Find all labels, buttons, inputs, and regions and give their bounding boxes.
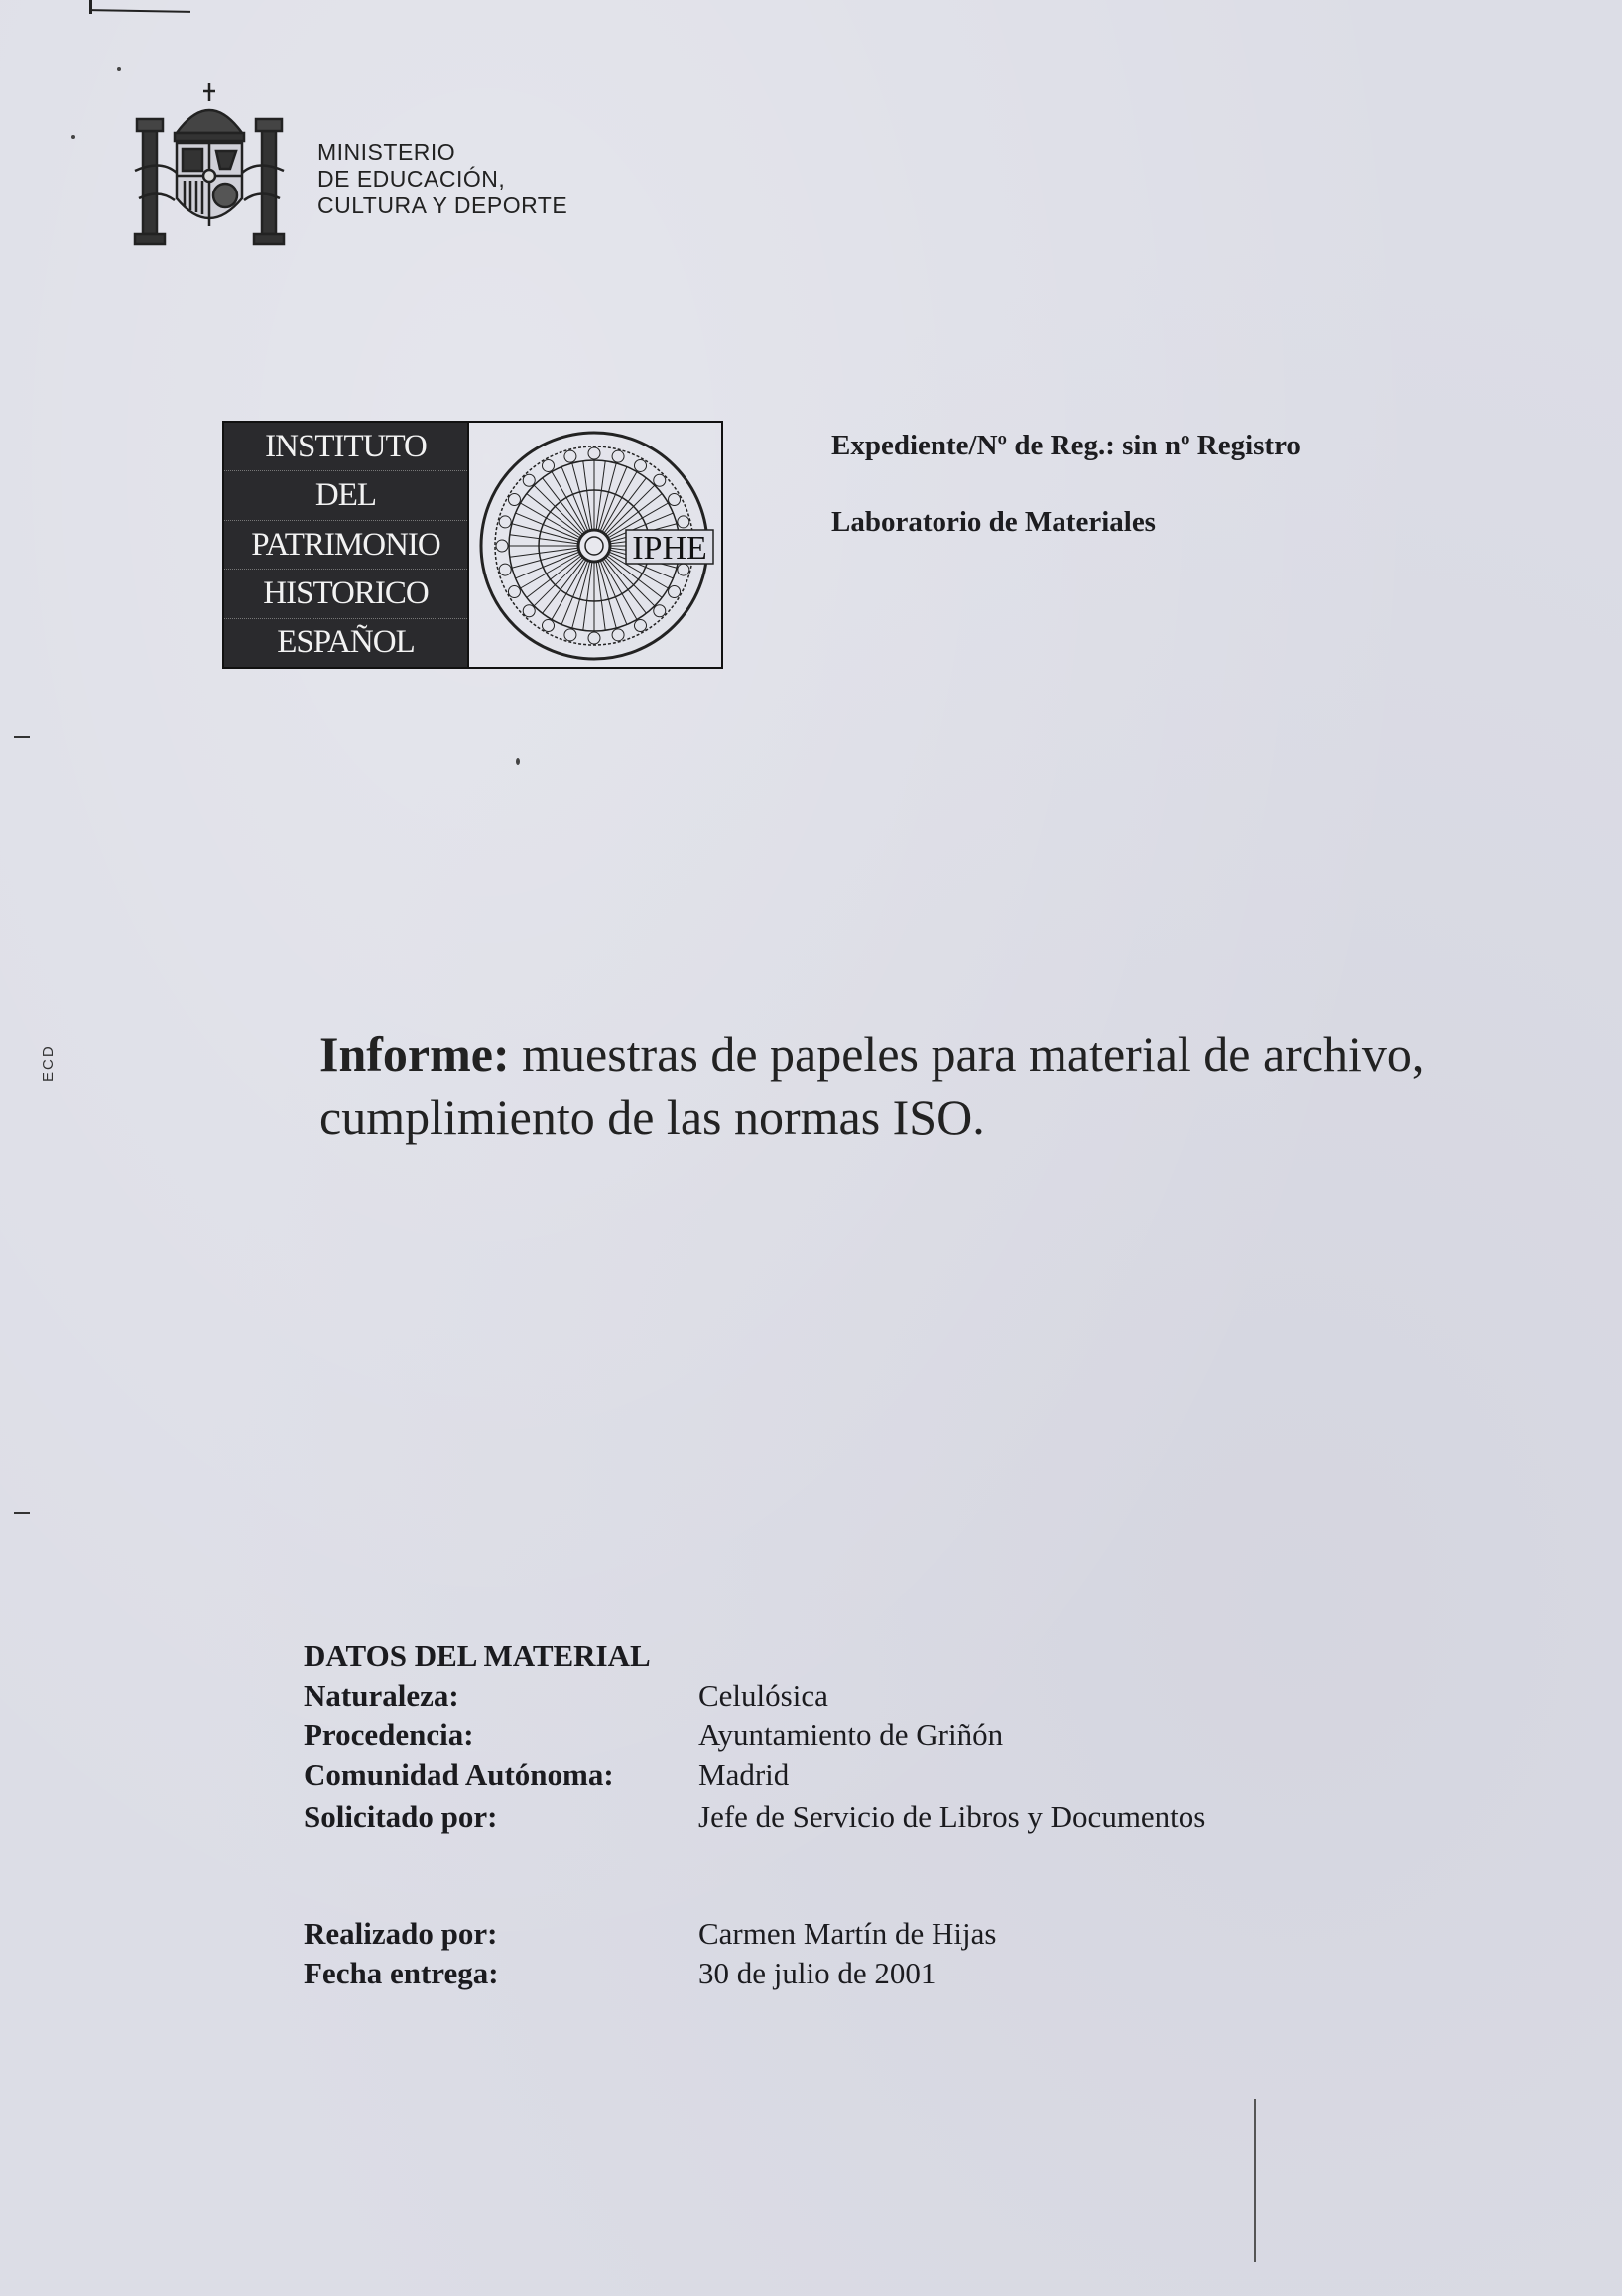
institute-line: HISTORICO xyxy=(224,570,467,618)
logo-text: IPHE xyxy=(632,530,707,567)
speck xyxy=(516,758,520,765)
field-value: Carmen Martín de Hijas xyxy=(698,1916,997,1951)
field-label: Naturaleza: xyxy=(304,1678,459,1713)
institute-line: PATRIMONIO xyxy=(224,521,467,570)
field-label: Fecha entrega: xyxy=(304,1956,499,1990)
scan-mark xyxy=(89,0,92,14)
institute-line: ESPAÑOL xyxy=(277,624,415,661)
laboratorio: Laboratorio de Materiales xyxy=(831,506,1156,538)
scan-mark xyxy=(91,9,190,13)
field-value: 30 de julio de 2001 xyxy=(698,1956,936,1990)
field-label: Realizado por: xyxy=(304,1916,498,1951)
ministry-line: MINISTERIO xyxy=(317,139,456,165)
ministry-line: CULTURA Y DEPORTE xyxy=(317,192,568,218)
institute-line: DEL xyxy=(224,471,467,520)
margin-tick xyxy=(14,736,30,738)
speck xyxy=(71,135,75,139)
field-value: Ayuntamiento de Griñón xyxy=(698,1718,1004,1752)
field-value: Celulósica xyxy=(698,1678,828,1713)
margin-tick xyxy=(14,1512,30,1514)
side-code: ECD xyxy=(40,1044,57,1082)
material-heading xyxy=(304,1637,651,1675)
coat-of-arms-icon xyxy=(131,81,288,250)
expediente: Expediente/Nº de Reg.: sin nº Registro xyxy=(831,430,1301,461)
institute-line: INSTITUTO xyxy=(224,423,467,471)
margin-line xyxy=(1254,2099,1256,2262)
ministry-name xyxy=(317,139,567,219)
field-label: Comunidad Autónoma: xyxy=(304,1757,614,1792)
field-label: Procedencia: xyxy=(304,1718,474,1752)
speck xyxy=(117,67,121,71)
section-heading: DATOS DEL MATERIAL xyxy=(304,1638,651,1673)
field-value: Jefe de Servicio de Libros y Documentos xyxy=(698,1799,1206,1834)
rose-window-icon xyxy=(477,429,715,663)
institute-logo xyxy=(222,421,723,669)
field-label: Solicitado por: xyxy=(304,1799,498,1834)
field-value: Madrid xyxy=(698,1757,790,1792)
report-title xyxy=(319,1022,1424,1149)
report-title-line: muestras de papeles para material de archivo, xyxy=(522,1026,1425,1082)
institute-name-block xyxy=(224,423,469,667)
ministry-line: DE EDUCACIÓN, xyxy=(317,166,506,191)
report-title-line: cumplimiento de las normas ISO. xyxy=(319,1089,985,1145)
rose-window xyxy=(469,423,721,667)
report-label: Informe: xyxy=(319,1026,510,1082)
